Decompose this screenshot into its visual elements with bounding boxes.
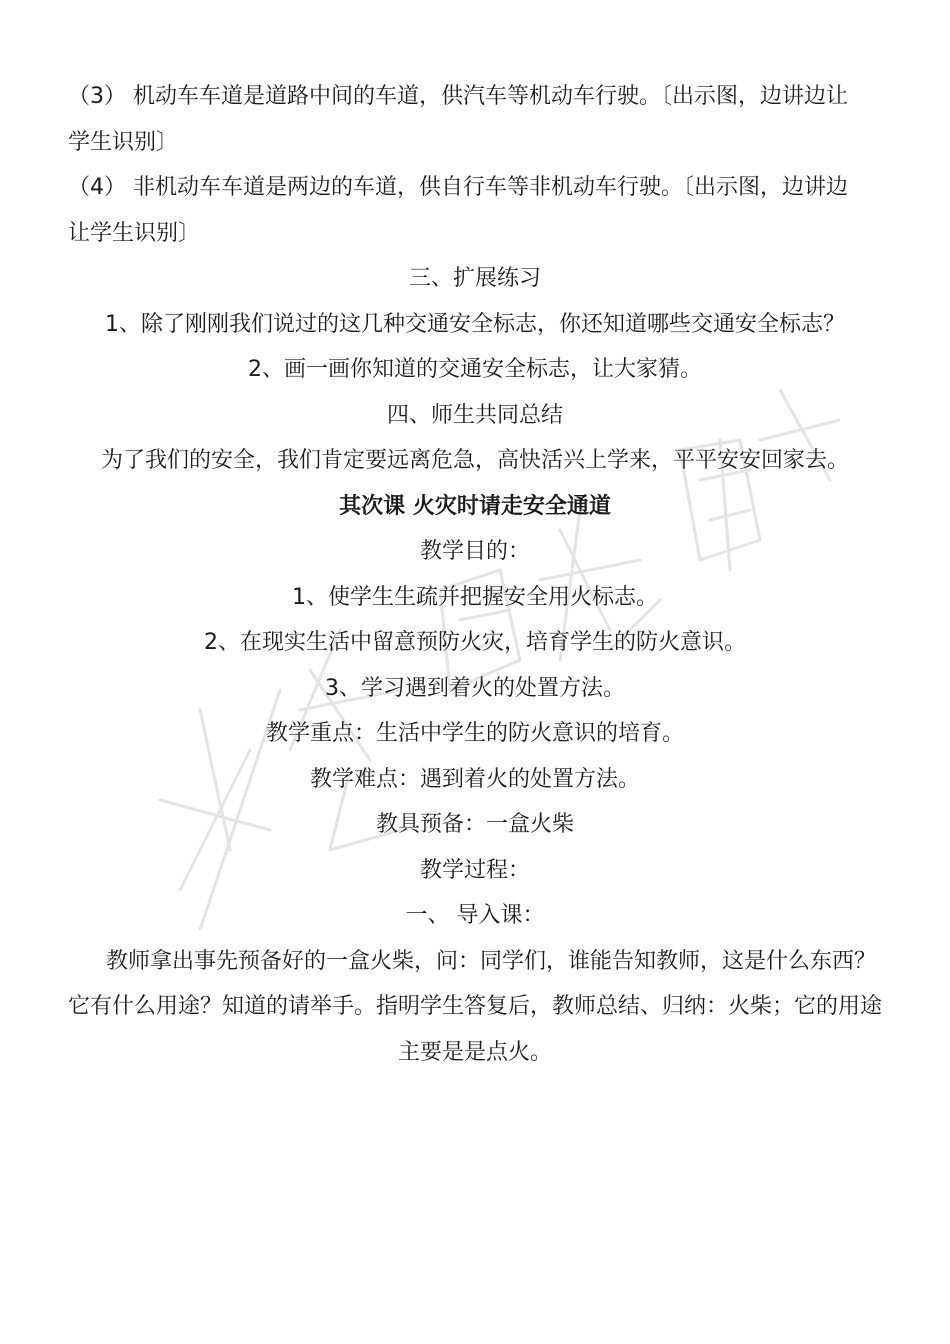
- section3-title: 三、扩展练习: [408, 266, 541, 291]
- difficult-point: 教学难点：遇到着火的处置方法。: [309, 766, 640, 792]
- goals-title: 教学目的：: [419, 539, 530, 564]
- intro-line-2: 它有什么用途？知道的请举手。指明学生答复后，教师总结、归纳：火柴；它的用途: [68, 994, 883, 1019]
- intro-line-3: 主要是是点火。: [397, 1039, 552, 1065]
- item4-line1: （4） 非机动车车道是两边的车道，供自行车等非机动车行驶。〔出示图，边讲边: [68, 175, 848, 200]
- goal-3: 3、学习遇到着火的处置方法。: [325, 675, 625, 701]
- key-point: 教学重点：生活中学生的防火意识的培育。: [265, 721, 684, 746]
- section3-question-1: 1、除了刚刚我们说过的这几种交通安全标志，你还知道哪些交通安全标志？: [105, 311, 845, 337]
- lesson2-title: 其次课 火灾时请走安全通道: [339, 493, 611, 519]
- goal-2: 2、在现实生活中留意预防火灾，培育学生的防火意识。: [204, 630, 746, 655]
- item3-line1: （3） 机动车车道是道路中间的车道，供汽车等机动车行驶。〔出示图，边讲边让: [68, 84, 848, 109]
- item3-line2: 学生识别〕: [68, 129, 179, 155]
- document-page: [68, 74, 882, 1075]
- section4-text: 为了我们的安全，我们肯定要远离危急，高快活兴上学来，平平安安回家去。: [100, 448, 849, 473]
- intro-line-1: 教师拿出事先预备好的一盒火柴，问：同学们，谁能告知教师，这是什么东西？: [106, 948, 877, 974]
- item4-line2: 让学生识别〕: [68, 220, 201, 246]
- section3-question-2: 2、画一画你知道的交通安全标志，让大家猜。: [248, 357, 702, 382]
- process-title: 教学过程：: [419, 857, 530, 883]
- materials: 教具预备：一盒火柴: [375, 812, 574, 837]
- section4-title: 四、师生共同总结: [386, 402, 563, 428]
- intro-title: 一、 导入课：: [405, 903, 545, 928]
- goal-1: 1、使学生生疏并把握安全用火标志。: [292, 584, 658, 610]
